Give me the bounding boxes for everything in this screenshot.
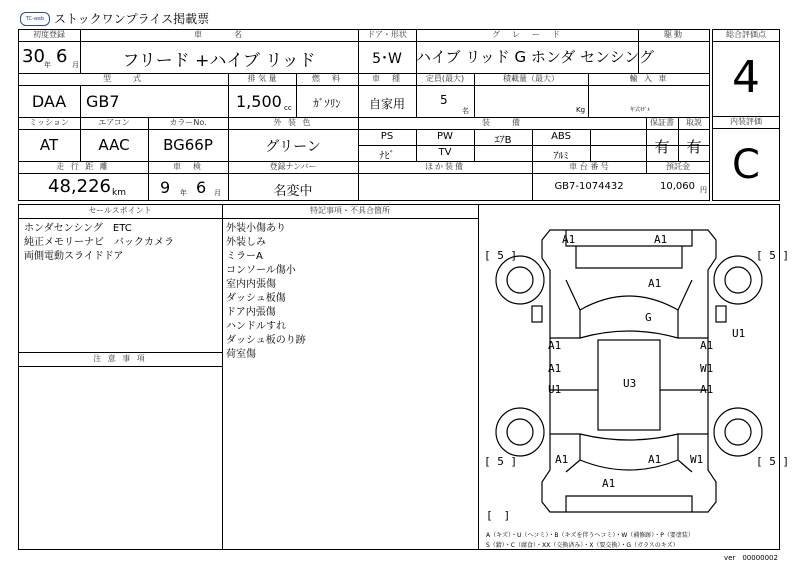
equipment-label: 装 備 xyxy=(482,118,522,127)
remark-1: 外装小傷あり xyxy=(226,223,286,234)
mileage-value: 48,226 xyxy=(48,176,111,197)
color-label: 外 装 色 xyxy=(273,118,313,127)
remark-2: 外装しみ xyxy=(226,237,266,248)
color-no-value: BG66P xyxy=(163,136,213,154)
import-label: 輸 入 車 xyxy=(629,74,669,83)
manual-value: 有 xyxy=(686,138,702,156)
legend-line-2: S（錆）・C（腐食）・XX（交換済み）・X（要交換）・G（ガラスのキズ） xyxy=(486,542,679,549)
damage-mark: A1 xyxy=(562,233,576,246)
tire-mark-rl: [ 5 ] xyxy=(484,455,518,468)
damage-mark: A1 xyxy=(648,453,662,466)
drive-label: 駆動 xyxy=(664,30,684,39)
price-value: 10,060 xyxy=(660,181,695,192)
persons-unit: 名 xyxy=(462,107,469,115)
damage-mark: A1 xyxy=(602,477,616,490)
remark-8: ハンドルすれ xyxy=(226,321,286,332)
warranty-value: 有 xyxy=(654,138,670,156)
damage-mark: U3 xyxy=(623,377,637,390)
equip-ps: PS xyxy=(380,131,394,142)
sales-point-2: 純正メモリーナビ バックカメラ xyxy=(24,237,174,248)
door-value: 5･W xyxy=(372,51,402,67)
kg-unit: Kg xyxy=(576,106,586,114)
color-no-label: カラーNo. xyxy=(169,118,207,127)
tc-web-logo xyxy=(20,12,50,26)
remark-5: 室内内張傷 xyxy=(226,279,276,290)
insp-month-unit: 月 xyxy=(214,189,221,197)
tire-mark-fr: [ 5 ] xyxy=(756,249,790,262)
other-equip-label: ほか装備 xyxy=(425,162,465,171)
first-reg-month: 6 xyxy=(56,46,68,67)
interior-score-value: C xyxy=(732,142,760,188)
inspection-year: 9 xyxy=(160,178,171,197)
chassis-value: GB7-1074432 xyxy=(554,181,624,192)
version-label: ver 00000002 xyxy=(724,554,778,562)
aircon-label: エアコン xyxy=(98,118,130,127)
grade-label: グ レ ー ド xyxy=(492,30,562,39)
damage-mark: A1 xyxy=(548,339,562,352)
equip-pw: PW xyxy=(437,131,453,142)
tire-mark-fl: [ 5 ] xyxy=(484,249,518,262)
equip-airbag: ｴｱB xyxy=(494,135,512,146)
remark-4: コンソール傷小 xyxy=(226,265,296,276)
tire-mark-rr: [ 5 ] xyxy=(756,455,790,468)
damage-mark: G xyxy=(645,311,652,324)
year-unit: 年 xyxy=(44,61,51,69)
model-value: GB7 xyxy=(86,92,120,111)
mileage-label: 走 行 距 離 xyxy=(56,162,110,171)
logo-text: TC-web xyxy=(25,16,45,22)
page-title: ストックワンプライス掲載票 xyxy=(54,12,210,26)
capacity-value: 5 xyxy=(440,93,448,107)
damage-mark: A1 xyxy=(654,233,668,246)
damage-mark: U1 xyxy=(548,383,562,396)
damage-mark: U1 xyxy=(732,327,746,340)
car-damage-diagram xyxy=(480,220,778,520)
grade-value: ハイブ リッド G ホンダ センシング xyxy=(416,48,654,66)
damage-mark: W1 xyxy=(700,362,714,375)
car-name-label: 車 名 xyxy=(194,30,244,39)
inspection-month: 6 xyxy=(196,178,207,197)
damage-mark: A1 xyxy=(648,277,662,290)
displacement-value: 1,500 xyxy=(236,92,282,111)
model-label: 型 式 xyxy=(103,74,143,83)
category-label: 車 種 xyxy=(372,74,402,83)
insp-year-unit: 年 xyxy=(180,189,187,197)
fuel-value: ｶﾞｿﾘﾝ xyxy=(313,97,341,110)
reg-number-value: 名変中 xyxy=(273,184,313,199)
capacity-label: 定員(最大) xyxy=(425,74,465,83)
sales-points-label: セールスポイント xyxy=(88,206,152,215)
aircon-value: AAC xyxy=(98,136,130,154)
color-value: グリーン xyxy=(265,139,321,155)
mission-value: AT xyxy=(39,136,59,154)
first-reg-label: 初度登録 xyxy=(33,30,65,39)
remark-6: ダッシュ板傷 xyxy=(226,293,286,304)
first-reg-year: 30 xyxy=(22,46,45,67)
manual-label: 取説 xyxy=(686,118,702,127)
fuel-label: 燃 料 xyxy=(312,74,342,83)
damage-mark: A1 xyxy=(548,362,562,375)
price-label: 預託金 xyxy=(666,162,690,171)
equip-alumi: ｱﾙﾐ xyxy=(553,151,569,162)
remark-7: ドア内張傷 xyxy=(226,307,276,318)
model-year-unit: 年式ﾓﾃﾞﾙ xyxy=(630,107,651,113)
spare-bracket: [ ] xyxy=(486,509,511,522)
mission-label: ミッション xyxy=(29,118,69,127)
door-label: ドア・形状 xyxy=(367,30,407,39)
model-prefix-value: DAA xyxy=(31,92,67,111)
chassis-label: 車 台 番 号 xyxy=(569,162,609,171)
remark-9: ダッシュ板のり跡 xyxy=(226,335,306,346)
cc-unit: cc xyxy=(284,104,292,112)
km-unit: km xyxy=(112,188,126,198)
load-label: 積載量（最大） xyxy=(503,74,559,83)
month-unit: 月 xyxy=(72,61,79,69)
car-name-value: フリード +ハイブ リッド xyxy=(122,51,316,71)
remark-10: 荷室傷 xyxy=(226,349,256,360)
overall-score-label: 総合評価点 xyxy=(726,30,766,39)
reg-number-label: 登録ナンバー xyxy=(269,162,317,171)
inspection-label: 車 検 xyxy=(173,162,203,171)
sales-point-1: ホンダセンシング ETC xyxy=(24,223,132,234)
equip-abs: ABS xyxy=(551,131,571,142)
remark-3: ミラーA xyxy=(226,251,263,262)
damage-mark: W1 xyxy=(690,453,704,466)
interior-score-label: 内装評価 xyxy=(730,117,762,126)
yen-unit: 円 xyxy=(700,186,707,194)
legend-line-1: A（キズ）・U（ヘコミ）・B（キズを伴うヘコミ）・W（補修跡）・P（要塗装） xyxy=(486,532,694,539)
equip-navi: ﾅﾋﾞ xyxy=(379,151,395,162)
displacement-label: 排 気 量 xyxy=(247,74,277,83)
sales-point-3: 両側電動スライドドア xyxy=(24,251,124,262)
damage-mark: A1 xyxy=(555,453,569,466)
damage-mark: A1 xyxy=(700,339,714,352)
remarks-label: 特記事項・不具合箇所 xyxy=(310,206,390,215)
damage-mark: A1 xyxy=(700,383,714,396)
equip-tv: TV xyxy=(438,147,452,158)
overall-score-value: 4 xyxy=(732,52,760,103)
category-value: 自家用 xyxy=(368,97,405,111)
warranty-label: 保証書 xyxy=(650,118,674,127)
notes-label: 注 意 事 項 xyxy=(93,354,147,363)
